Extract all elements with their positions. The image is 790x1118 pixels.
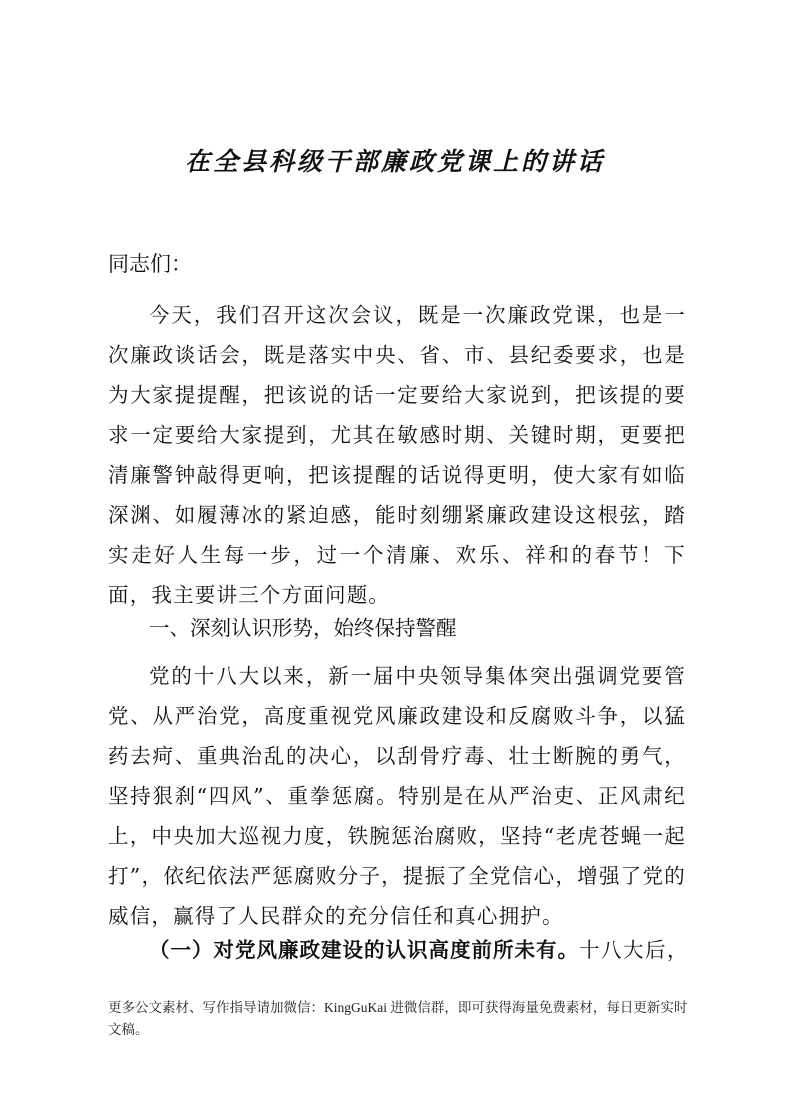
footer-note: 更多公文素材、写作指导请加微信：KingGuKai 进微信群，即可获得海量免费素材，每日更新实时文稿。 <box>108 1000 688 1037</box>
subsection-heading-1: （一）对党风廉政建设的认识高度前所未有。 <box>149 938 579 962</box>
document-title: 在全县科级干部廉政党课上的讲话 <box>184 147 605 176</box>
paragraph-3-text: 十八大后， <box>579 938 689 962</box>
paragraph-2: 党的十八大以来，新一届中央领导集体突出强调党要管党、从严治党，高度重视党风廉政建设和反腐败斗争，以猛药去疴、重典治乱的决心，以刮骨疗毒、壮士断腕的勇气，坚持狠刹“四风”、重拳惩腐。特别是在从严治吏、正风肃纪上，中央加大巡视力度，铁腕惩治腐败，坚持“老虎苍蝇一起打”，依纪依法严惩腐败分子，提振了全党信心，增强了党的威信，赢得了人民群众的充分信任和真心拥护。 <box>108 664 686 928</box>
section-heading-1: 一、深刻认识形势，始终保持警醒 <box>149 616 457 640</box>
salutation: 同志们： <box>108 252 192 276</box>
paragraph-1: 今天，我们召开这次会议，既是一次廉政党课，也是一次廉政谈话会，既是落实中央、省、市、县纪委要求，也是为大家提提醒，把该说的话一定要给大家说到，把该提的要求一定要给大家提到，尤其在敏感时期、关键时期，更要把清廉警钟敲得更响，把该提醒的话说得更明，使大家有如临深渊、如履薄冰的紧迫感，能时刻绷紧廉政建设这根弦，踏实走好人生每一步，过一个清廉、欢乐、祥和的春节！下面，我主要讲三个方面问题。 <box>108 303 686 607</box>
paragraph-3 <box>108 930 689 970</box>
